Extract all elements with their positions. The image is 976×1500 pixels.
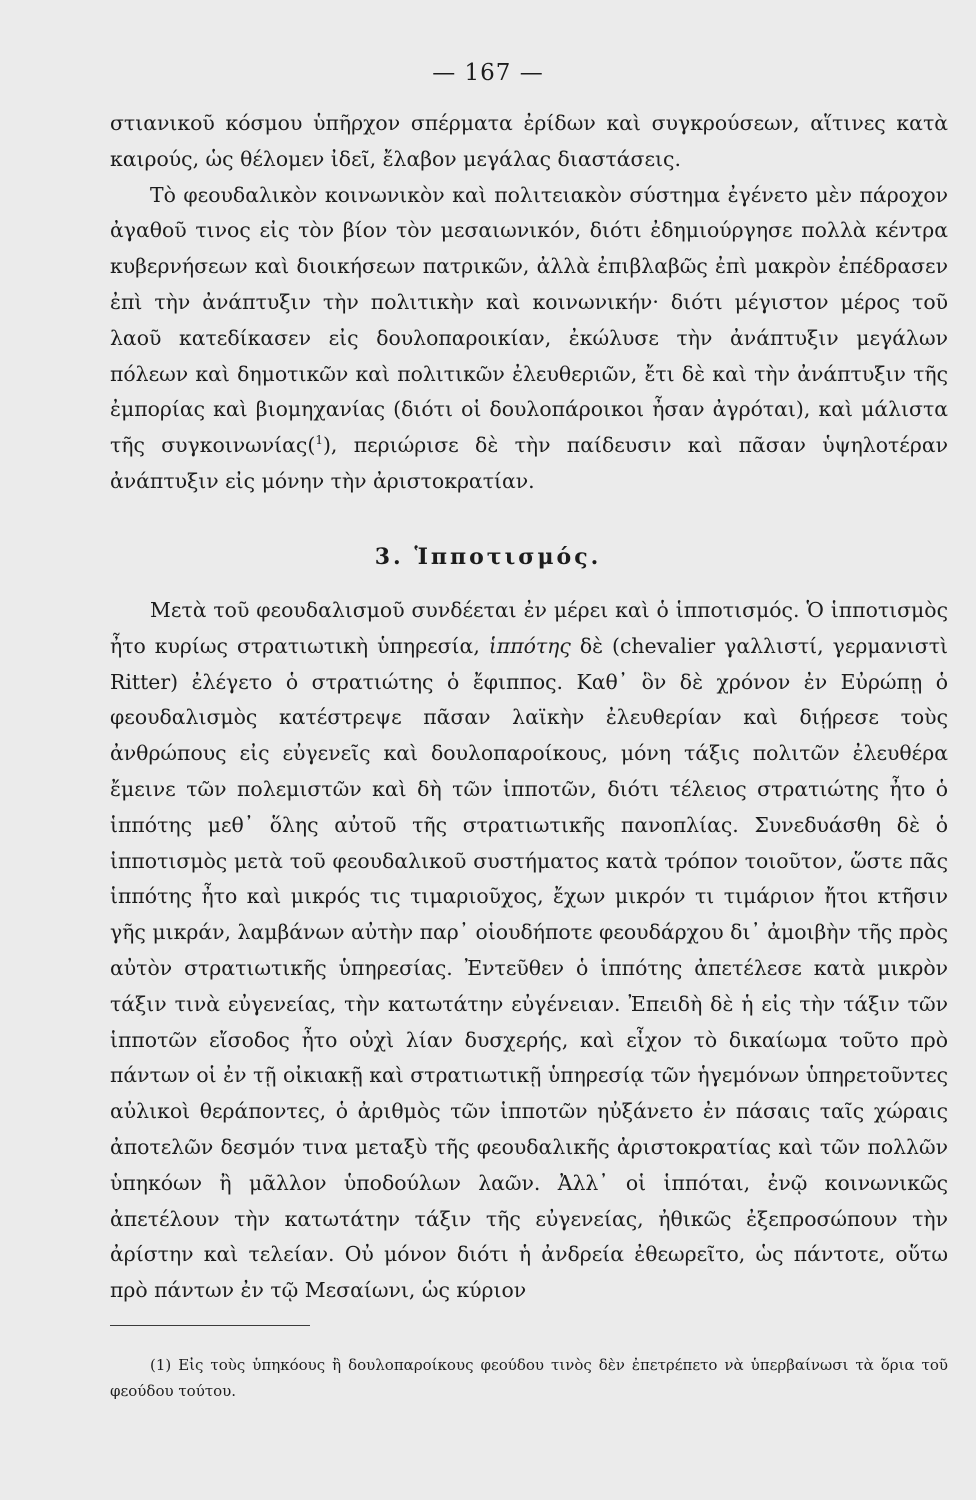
text-block-top bbox=[110, 106, 948, 500]
paragraph-chivalry bbox=[110, 593, 948, 1309]
section-heading: 3. Ἱπποτισμός. bbox=[374, 544, 602, 570]
paragraph-continuation: στιανικοῦ κόσμου ὑπῆρχον σπέρματα ἐρίδων καὶ συγκρούσεων, αἵτινες κατὰ καιρούς, ὡς θέλομεν ἰδεῖ, ἔλαβον μεγάλας διαστάσεις. bbox=[110, 111, 948, 171]
footnote-reference: 1 bbox=[315, 433, 323, 448]
footnote-divider bbox=[110, 1325, 310, 1326]
paragraph-chivalry-text-rest: δὲ (chevalier γαλλιστί, γερμανιστὶ Ritter) ἐλέγετο ὁ στρατιώτης ὁ ἔφιππος. Καθ᾽ ὃν δὲ χρόνον ἐν Εὐρώπῃ ὁ φεουδαλισμὸς κατέστρεψε πᾶσαν λαϊκὴν ἐλευθερίαν καὶ διῄρεσε τοὺς ἀνθρώπους εἰς εὐγενεῖς καὶ δουλοπαροίκους, μόνη τάξις πολιτῶν ἐλευθέρα ἔμεινε τῶν πολεμιστῶν καὶ δὴ τῶν ἱπποτῶν, διότι τέλειος στρατιώτης ἦτο ὁ ἱππότης μεθ᾽ ὅλης αὐτοῦ τῆς στρατιωτικῆς πανοπλίας. Συνεδυάσθη δὲ ὁ ἱπποτισμὸς μετὰ τοῦ φεουδαλικοῦ συστήματος κατὰ τρόπον τοιοῦτον, ὥστε πᾶς ἱππότης ἦτο καὶ μικρός τις τιμαριοῦχος, ἔχων μικρόν τι τιμάριον ἤτοι κτῆσιν γῆς μικράν, λαμβάνων αὐτὴν παρ᾽ οἱουδήποτε φεουδάρχου δι᾽ ἀμοιβὴν τῆς πρὸς αὐτὸν στρατιωτικῆς ὑπηρεσίας. Ἐντεῦθεν ὁ ἱππότης ἀπετέλεσε κατὰ μικρὸν τάξιν τινὰ εὐγενείας, τὴν κατωτάτην εὐγένειαν. Ἐπειδὴ δὲ ἡ εἰς τὴν τάξιν τῶν ἱπποτῶν εἴσοδος ἦτο οὐχὶ λίαν δυσχερής, καὶ εἶχον τὸ δικαίωμα τοῦτο πρὸ πάντων οἱ ἐν τῇ οἰκιακῇ καὶ στρατιωτικῇ ὑπηρεσίᾳ τῶν ἡγεμόνων ὑπηρετοῦντες αὐλικοὶ θεράποντες, ὁ ἀριθμὸς τῶν ἱπποτῶν ηὐξάνετο ἐν πάσαις ταῖς χώραις ἀποτελῶν δεσμόν τινα μεταξὺ τῆς φεουδαλικῆς ἀριστοκρατίας καὶ τῶν πολλῶν ὑπηκόων ἢ μᾶλλον ὑποδούλων λαῶν. Ἀλλ᾽ οἱ ἱππόται, ἐνῷ κοινωνικῶς ἀπετέλουν τὴν κατωτάτην τάξιν τῆς εὐγενείας, ἠθικῶς ἐξεπροσώπουν τὴν ἀρίστην καὶ τελείαν. Οὐ μόνον διότι ἡ ἀνδρεία ἐθεωρεῖτο, ὡς πάντοτε, οὕτω πρὸ πάντων ἐν τῷ Μεσαίωνι, ὡς κύριον bbox=[110, 633, 948, 1303]
paragraph-chivalry-text: Μετὰ τοῦ φεουδαλισμοῦ συνδέεται ἐν μέρει καὶ ὁ ἱπποτισμός. Ὁ ἱπποτισμὸς ἦτο κυρίως στρατιωτικὴ ὑπηρεσία, bbox=[110, 598, 948, 658]
paragraph-feudal-system bbox=[110, 178, 948, 500]
paragraph-feudal-system-text-end: ), περιώρισε δὲ τὴν παίδευσιν καὶ πᾶσαν ὑψηλοτέραν ἀνάπτυξιν εἰς μόνην τὴν ἀριστοκρατίαν. bbox=[110, 433, 948, 493]
paragraph-feudal-system-text: Τὸ φεουδαλικὸν κοινωνικὸν καὶ πολιτειακὸν σύστημα ἐγένετο μὲν πάροχον ἀγαθοῦ τινος εἰς τὸν βίον τὸν μεσαιωνικόν, διότι ἐδημιούργησε πολλὰ κέντρα κυβερνήσεων καὶ διοικήσεων πατρικῶν, ἀλλὰ ἐπιβλαβῶς ἐπὶ μακρὸν ἐπέδρασεν ἐπὶ τὴν ἀνάπτυξιν τὴν πολιτικὴν καὶ κοινωνικήν· διότι μέγιστον μέρος τοῦ λαοῦ κατεδίκασεν εἰς δουλοπαροικίαν, ἐκώλυσε τὴν ἀνάπτυξιν μεγάλων πόλεων καὶ δημοτικῶν καὶ πολιτικῶν ἐλευθεριῶν, ἔτι δὲ καὶ τὴν ἀνάπτυξιν τῆς ἐμπορίας καὶ βιομηχανίας (διότι οἱ δουλοπάροικοι ἦσαν ἀγρόται), καὶ μάλιστα τῆς συγκοινωνίας( bbox=[110, 182, 948, 458]
term-knight: ἱππότης bbox=[488, 633, 571, 658]
footnote: (1) Εἰς τοὺς ὑπηκόους ἢ δουλοπαροίκους φεούδου τινὸς δὲν ἐπετρέπετο νὰ ὑπερβαίνωσι τὰ ὅρια τοῦ φεούδου τούτου. bbox=[110, 1356, 948, 1400]
text-block-chivalry bbox=[110, 593, 948, 1309]
page-number: — 167 — bbox=[432, 60, 544, 86]
